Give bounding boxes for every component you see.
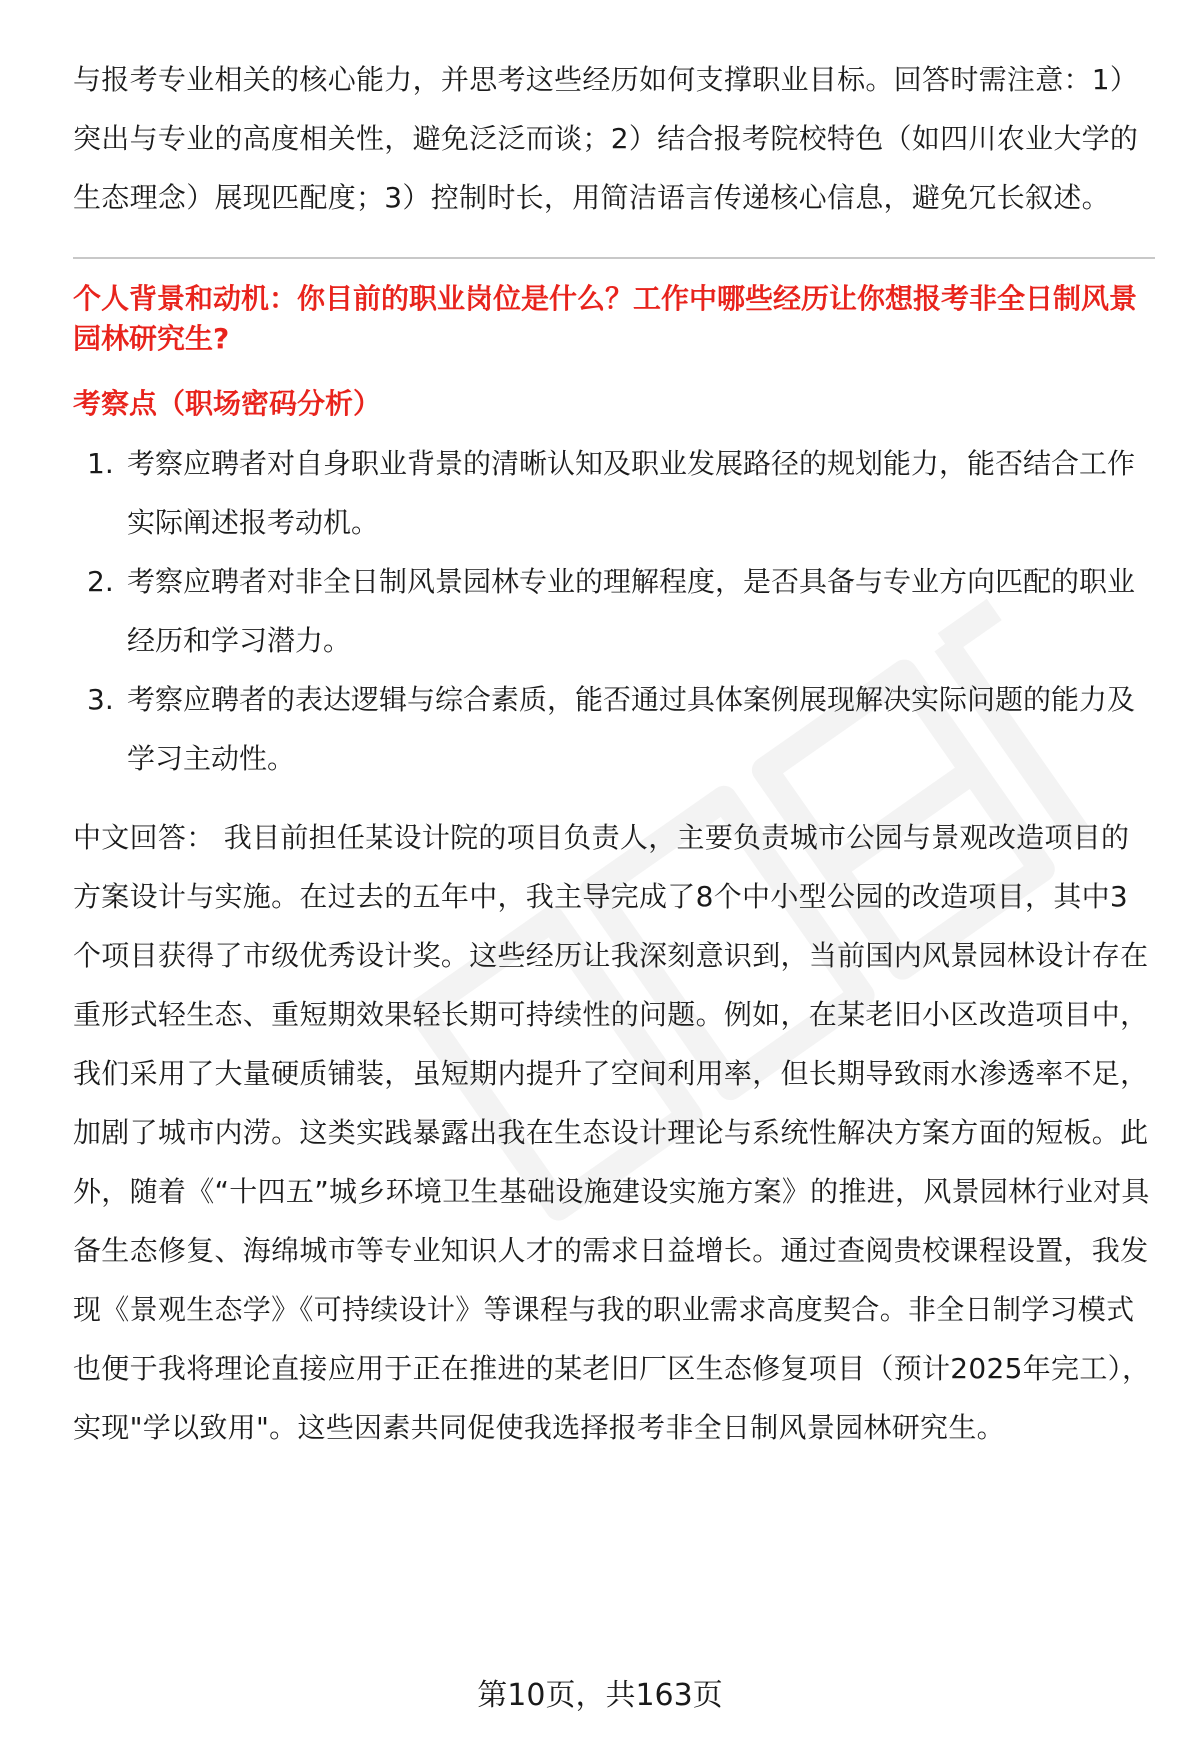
list-item <box>73 552 1155 670</box>
list-item-text: 考察应聘者的表达逻辑与综合素质，能否通过具体案例展现解决实际问题的能力及学习主动性。 <box>127 683 1136 775</box>
list-item <box>73 670 1155 788</box>
document-page <box>73 50 1155 1457</box>
answer-paragraph <box>73 808 1155 1457</box>
list-item <box>73 434 1155 552</box>
exam-points-title: 考察点（职场密码分析） <box>73 387 382 420</box>
intro-paragraph: 与报考专业相关的核心能力，并思考这些经历如何支撑职业目标。回答时需注意：1）突出与专业的高度相关性，避免泛泛而谈；2）结合报考院校特色（如四川农业大学的生态理念）展现匹配度；3）控制时长，用简洁语言传递核心信息，避免冗长叙述。 <box>73 63 1139 214</box>
exam-points-list <box>73 434 1155 788</box>
list-item-text: 考察应聘者对非全日制风景园林专业的理解程度，是否具备与专业方向匹配的职业经历和学习潜力。 <box>127 565 1136 657</box>
list-item-number: 2. <box>87 565 114 598</box>
answer-text: 我目前担任某设计院的项目负责人，主要负责城市公园与景观改造项目的方案设计与实施。在过去的五年中，我主导完成了8个中小型公园的改造项目，其中3个项目获得了市级优秀设计奖。这些经历让我深刻意识到，当前国内风景园林设计存在重形式轻生态、重短期效果轻长期可持续性的问题。例如，在某老旧小区改造项目中，我们采用了大量硬质铺装，虽短期内提升了空间利用率，但长期导致雨水渗透率不足，加剧了城市内涝。这类实践暴露出我在生态设计理论与系统性解决方案方面的短板。此外，随着《“十四五”城乡环境卫生基础设施建设实施方案》的推进，风景园林行业对具备生态修复、海绵城市等专业知识人才的需求日益增长。通过查阅贵校课程设置，我发现《景观生态学》《可持续设计》等课程与我的职业需求高度契合。非全日制学习模式也便于我将理论直接应用于正在推进的某老旧厂区生态修复项目（预计2025年完工），实现"学以致用"。这些因素共同促使我选择报考非全日制风景园林研究生。 <box>73 821 1151 1444</box>
page-footer: 第10页，共163页 <box>477 1678 723 1713</box>
answer-label: 中文回答： <box>73 821 215 854</box>
list-item-number: 3. <box>87 683 114 716</box>
section-divider <box>73 257 1155 259</box>
question-heading: 个人背景和动机：你目前的职业岗位是什么？工作中哪些经历让你想报考非全日制风景园林研究生? <box>73 282 1138 355</box>
list-item-number: 1. <box>87 447 114 480</box>
list-item-text: 考察应聘者对自身职业背景的清晰认知及职业发展路径的规划能力，能否结合工作实际阐述报考动机。 <box>127 447 1136 539</box>
